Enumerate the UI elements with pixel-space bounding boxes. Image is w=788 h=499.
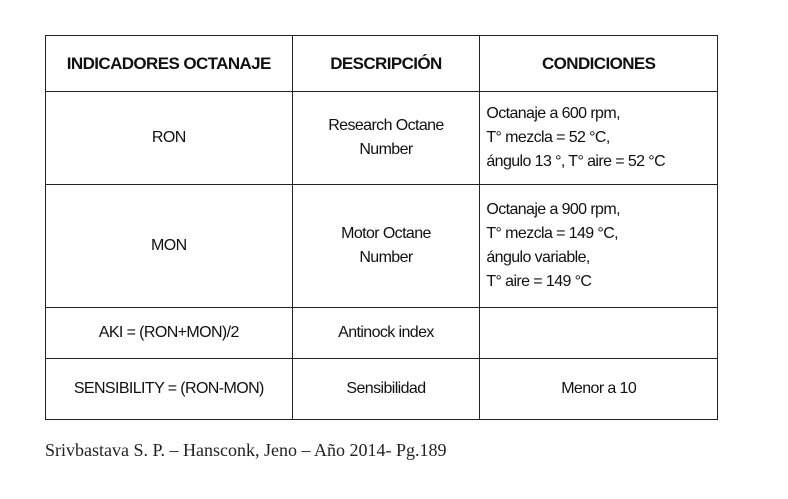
conditions-cell bbox=[480, 92, 718, 185]
table-row bbox=[46, 92, 718, 185]
condition-line: Menor a 10 bbox=[561, 380, 637, 397]
condition-line: Octanaje a 900 rpm, bbox=[486, 201, 620, 218]
condition-line: T° aire = 149 °C bbox=[486, 273, 592, 290]
header-indicadores: INDICADORES OCTANAJE bbox=[46, 36, 293, 92]
conditions-cell bbox=[480, 308, 718, 359]
table-row bbox=[46, 308, 718, 359]
header-descripcion: DESCRIPCIÓN bbox=[292, 36, 480, 92]
description-line: Number bbox=[359, 141, 413, 158]
table-row bbox=[46, 359, 718, 420]
source-caption: Srivbastava S. P. – Hansconk, Jeno – Año 2014- Pg.189 bbox=[45, 440, 447, 460]
description-line: Research Octane bbox=[328, 117, 444, 134]
table-header-row bbox=[46, 36, 718, 92]
condition-line: Octanaje a 600 rpm, bbox=[486, 105, 620, 122]
description-cell bbox=[292, 92, 480, 185]
conditions-cell bbox=[480, 185, 718, 308]
description-cell bbox=[292, 359, 480, 420]
indicator-cell: RON bbox=[46, 92, 293, 185]
indicator-cell: AKI = (RON+MON)/2 bbox=[46, 308, 293, 359]
description-cell bbox=[292, 185, 480, 308]
indicator-cell: SENSIBILITY = (RON-MON) bbox=[46, 359, 293, 420]
conditions-cell bbox=[480, 359, 718, 420]
description-line: Antinock index bbox=[338, 324, 434, 341]
table-row bbox=[46, 185, 718, 308]
condition-line: ángulo 13 °, T° aire = 52 °C bbox=[486, 153, 666, 170]
description-line: Sensibilidad bbox=[346, 380, 426, 397]
description-cell bbox=[292, 308, 480, 359]
header-condiciones: CONDICIONES bbox=[480, 36, 718, 92]
octane-indicators-table bbox=[45, 35, 718, 420]
indicator-cell: MON bbox=[46, 185, 293, 308]
description-line: Number bbox=[359, 249, 413, 266]
condition-line: T° mezcla = 52 °C, bbox=[486, 129, 610, 146]
condition-line: ángulo variable, bbox=[486, 249, 590, 266]
condition-line: T° mezcla = 149 °C, bbox=[486, 225, 619, 242]
description-line: Motor Octane bbox=[341, 225, 431, 242]
